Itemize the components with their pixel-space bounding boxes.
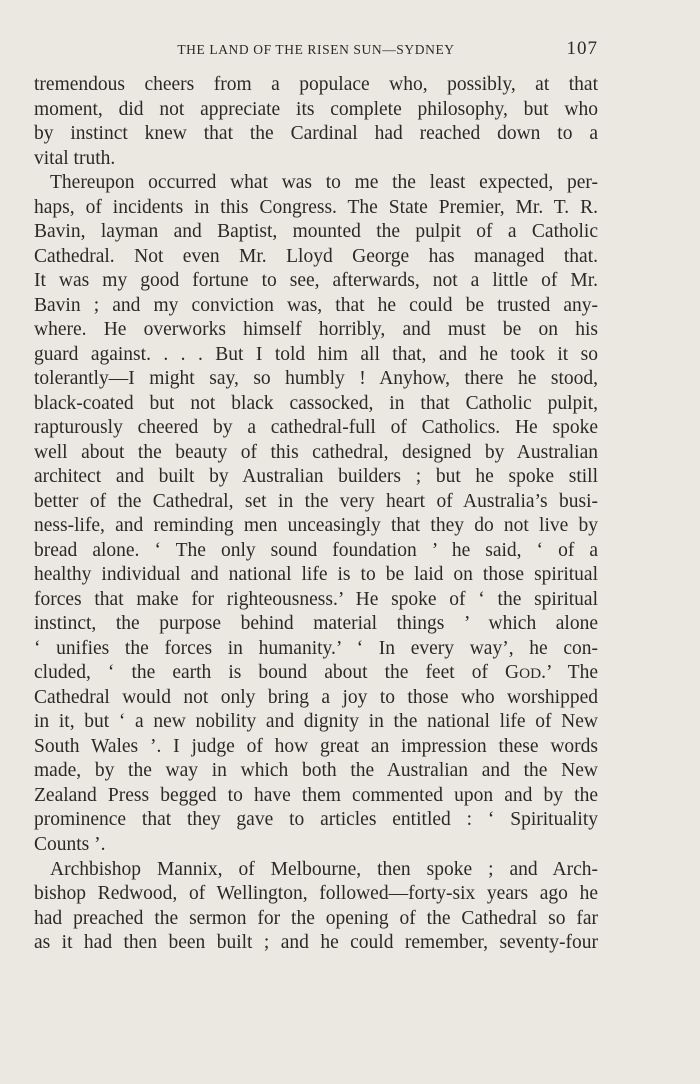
text-line: Thereupon occurred what was to me the least expected, per- <box>50 172 598 194</box>
text-line: Bavin ; and my conviction was, that he could be trusted any- <box>34 294 598 316</box>
text-line: It was my good fortune to see, afterwards, not a little of Mr. <box>34 270 598 292</box>
text-line: made, by the way in which both the Australian and the New <box>34 760 598 782</box>
text-line: well about the beauty of this cathedral, designed by Australian <box>34 441 598 463</box>
text-line: guard against. . . . But I told him all that, and he took it so <box>34 343 598 365</box>
text-line: moment, did not appreciate its complete philosophy, but who <box>34 98 598 120</box>
text-line: cluded, ‘ the earth is bound about the feet of GOD.’ The <box>34 662 598 684</box>
text-line: forces that make for righteousness.’ He spoke of ‘ the spiritual <box>34 588 598 610</box>
text-line: Archbishop Mannix, of Melbourne, then spoke ; and Arch- <box>50 858 598 880</box>
text-line: Counts ’. <box>34 833 106 855</box>
text-line: where. He overworks himself horribly, and must be on his <box>34 319 598 341</box>
text-line: Zealand Press begged to have them commented upon and by the <box>34 784 598 806</box>
text-line: by instinct knew that the Cardinal had reached down to a <box>34 123 598 145</box>
text-line: architect and built by Australian builders ; but he spoke still <box>34 466 598 488</box>
text-line: had preached the sermon for the opening of the Cathedral so far <box>34 907 598 929</box>
text-line: prominence that they gave to articles entitled : ‘ Spirituality <box>34 809 598 831</box>
text-line: tremendous cheers from a populace who, possibly, at that <box>34 74 598 95</box>
running-title: THE LAND OF THE RISEN SUN—SYDNEY <box>177 42 455 57</box>
text-line: tolerantly—I might say, so humbly ! Anyhow, there he stood, <box>34 368 598 390</box>
text-line: Bavin, layman and Baptist, mounted the pulpit of a Catholic <box>34 221 598 243</box>
text-line: rapturously cheered by a cathedral-full of Catholics. He spoke <box>34 417 598 439</box>
text-line: black-coated but not black cassocked, in that Catholic pulpit, <box>34 392 598 414</box>
text-line: as it had then been built ; and he could remember, seventy-four <box>34 932 598 954</box>
text-line: vital truth. <box>34 147 116 169</box>
text-line: Cathedral would not only bring a joy to those who worshipped <box>34 686 598 708</box>
text-line: South Wales ’. I judge of how great an impression these words <box>34 735 598 757</box>
text-line: Cathedral. Not even Mr. Lloyd George has managed that. <box>34 245 598 267</box>
text-line: bishop Redwood, of Wellington, followed—forty-six years ago he <box>34 883 598 905</box>
running-head <box>34 38 598 60</box>
text-line: bread alone. ‘ The only sound foundation ’ he said, ‘ of a <box>34 539 598 561</box>
body-text <box>34 73 598 956</box>
text-line: instinct, the purpose behind material things ’ which alone <box>34 613 598 635</box>
text-line: healthy individual and national life is to be laid on those spiritual <box>34 564 598 586</box>
text-line: better of the Cathedral, set in the very heart of Australia’s busi- <box>34 490 598 512</box>
text-line: haps, of incidents in this Congress. The State Premier, Mr. T. R. <box>34 196 598 218</box>
text-line: in it, but ‘ a new nobility and dignity in the national life of New <box>34 711 598 733</box>
page-number: 107 <box>566 38 598 59</box>
text-line: ‘ unifies the forces in humanity.’ ‘ In every way’, he con- <box>34 637 598 659</box>
text-line: ness-life, and reminding men unceasingly that they do not live by <box>34 515 598 537</box>
